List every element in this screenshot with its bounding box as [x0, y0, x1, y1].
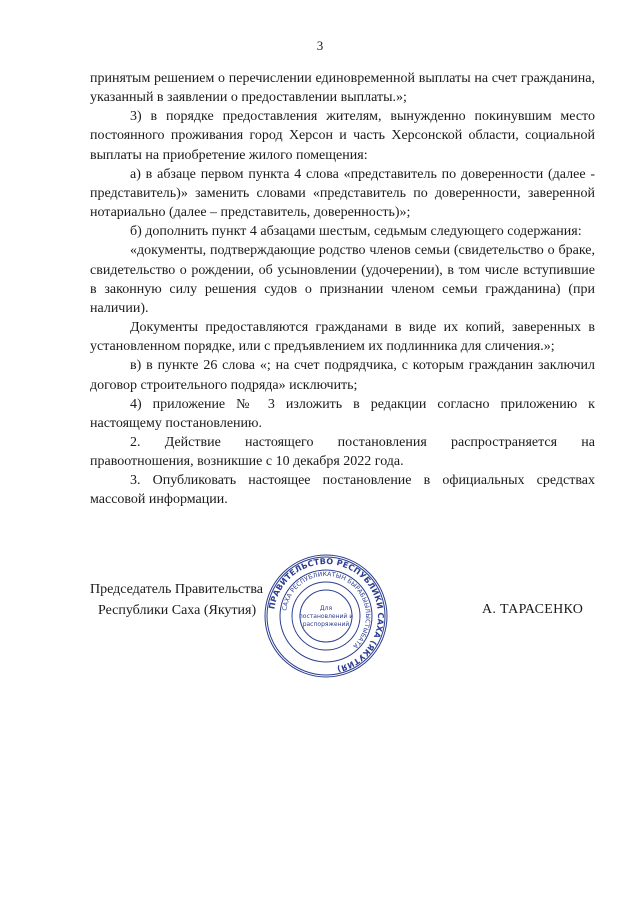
- signatory-name: А. ТАРАСЕНКО: [482, 602, 584, 617]
- signatory-title: Председатель Правительства: [90, 582, 263, 597]
- paragraph: а) в абзаце первом пункта 4 слова «представитель по доверенности (далее - представитель)» заменить словами «представитель по доверенности, заверенной нотариально (далее – представитель, доверенность)»;: [90, 166, 595, 221]
- page-number: 3: [316, 38, 324, 53]
- paragraph: 3) в порядке предоставления жителям, вынужденно покинувшим место постоянного проживания город Херсон и часть Херсонской области, социальной выплаты на приобретение жилого помещения:: [90, 109, 595, 163]
- paragraph: 4) приложение № 3 изложить в редакции согласно приложению к настоящему постановлению.: [90, 396, 595, 431]
- document-body: [90, 69, 595, 510]
- paragraph: принятым решением о перечислении единовременной выплаты на счет гражданина, указанный в заявлении о предоставлении выплаты.»;: [90, 71, 595, 106]
- paragraph: 3. Опубликовать настоящее постановление в официальных средствах массовой информации.: [90, 473, 595, 508]
- paragraph: «документы, подтверждающие родство членов семьи (свидетельство о браке, свидетельство о рождении, об усыновлении (удочерении), в том числе вступившие в законную силу решения судов о признании членом семьи гражданина) (при наличии).: [90, 243, 595, 316]
- paragraph: Документы предоставляются гражданами в виде их копий, заверенных в установленном порядке, или с предъявлением их подлинника для сличения.»;: [90, 320, 595, 355]
- seal-center-line: постановлений и: [298, 613, 354, 620]
- seal-inner-textpath: САХА РЕСПУБЛИКАТЫН БЫРАБЫЫЛЫСТЫБАТА: [281, 570, 372, 650]
- official-seal: [263, 553, 389, 679]
- paragraph: б) дополнить пункт 4 абзацами шестым, седьмым следующего содержания:: [130, 224, 582, 240]
- signatory-title-line2: Республики Саха (Якутия): [98, 603, 257, 618]
- seal-outer-textpath: ПРАВИТЕЛЬСТВО РЕСПУБЛИКИ САХА (ЯКУТИЯ): [267, 556, 386, 674]
- paragraph: в) в пункте 26 слова «; на счет подрядчика, с которым гражданин заключил договор строительного подряда» исключить;: [90, 358, 595, 393]
- seal-center-line: Для: [319, 605, 333, 612]
- seal-center-line: распоряжений: [302, 621, 350, 628]
- paragraph: 2. Действие настоящего постановления распространяется на правоотношения, возникшие с 10 декабря 2022 года.: [90, 434, 595, 470]
